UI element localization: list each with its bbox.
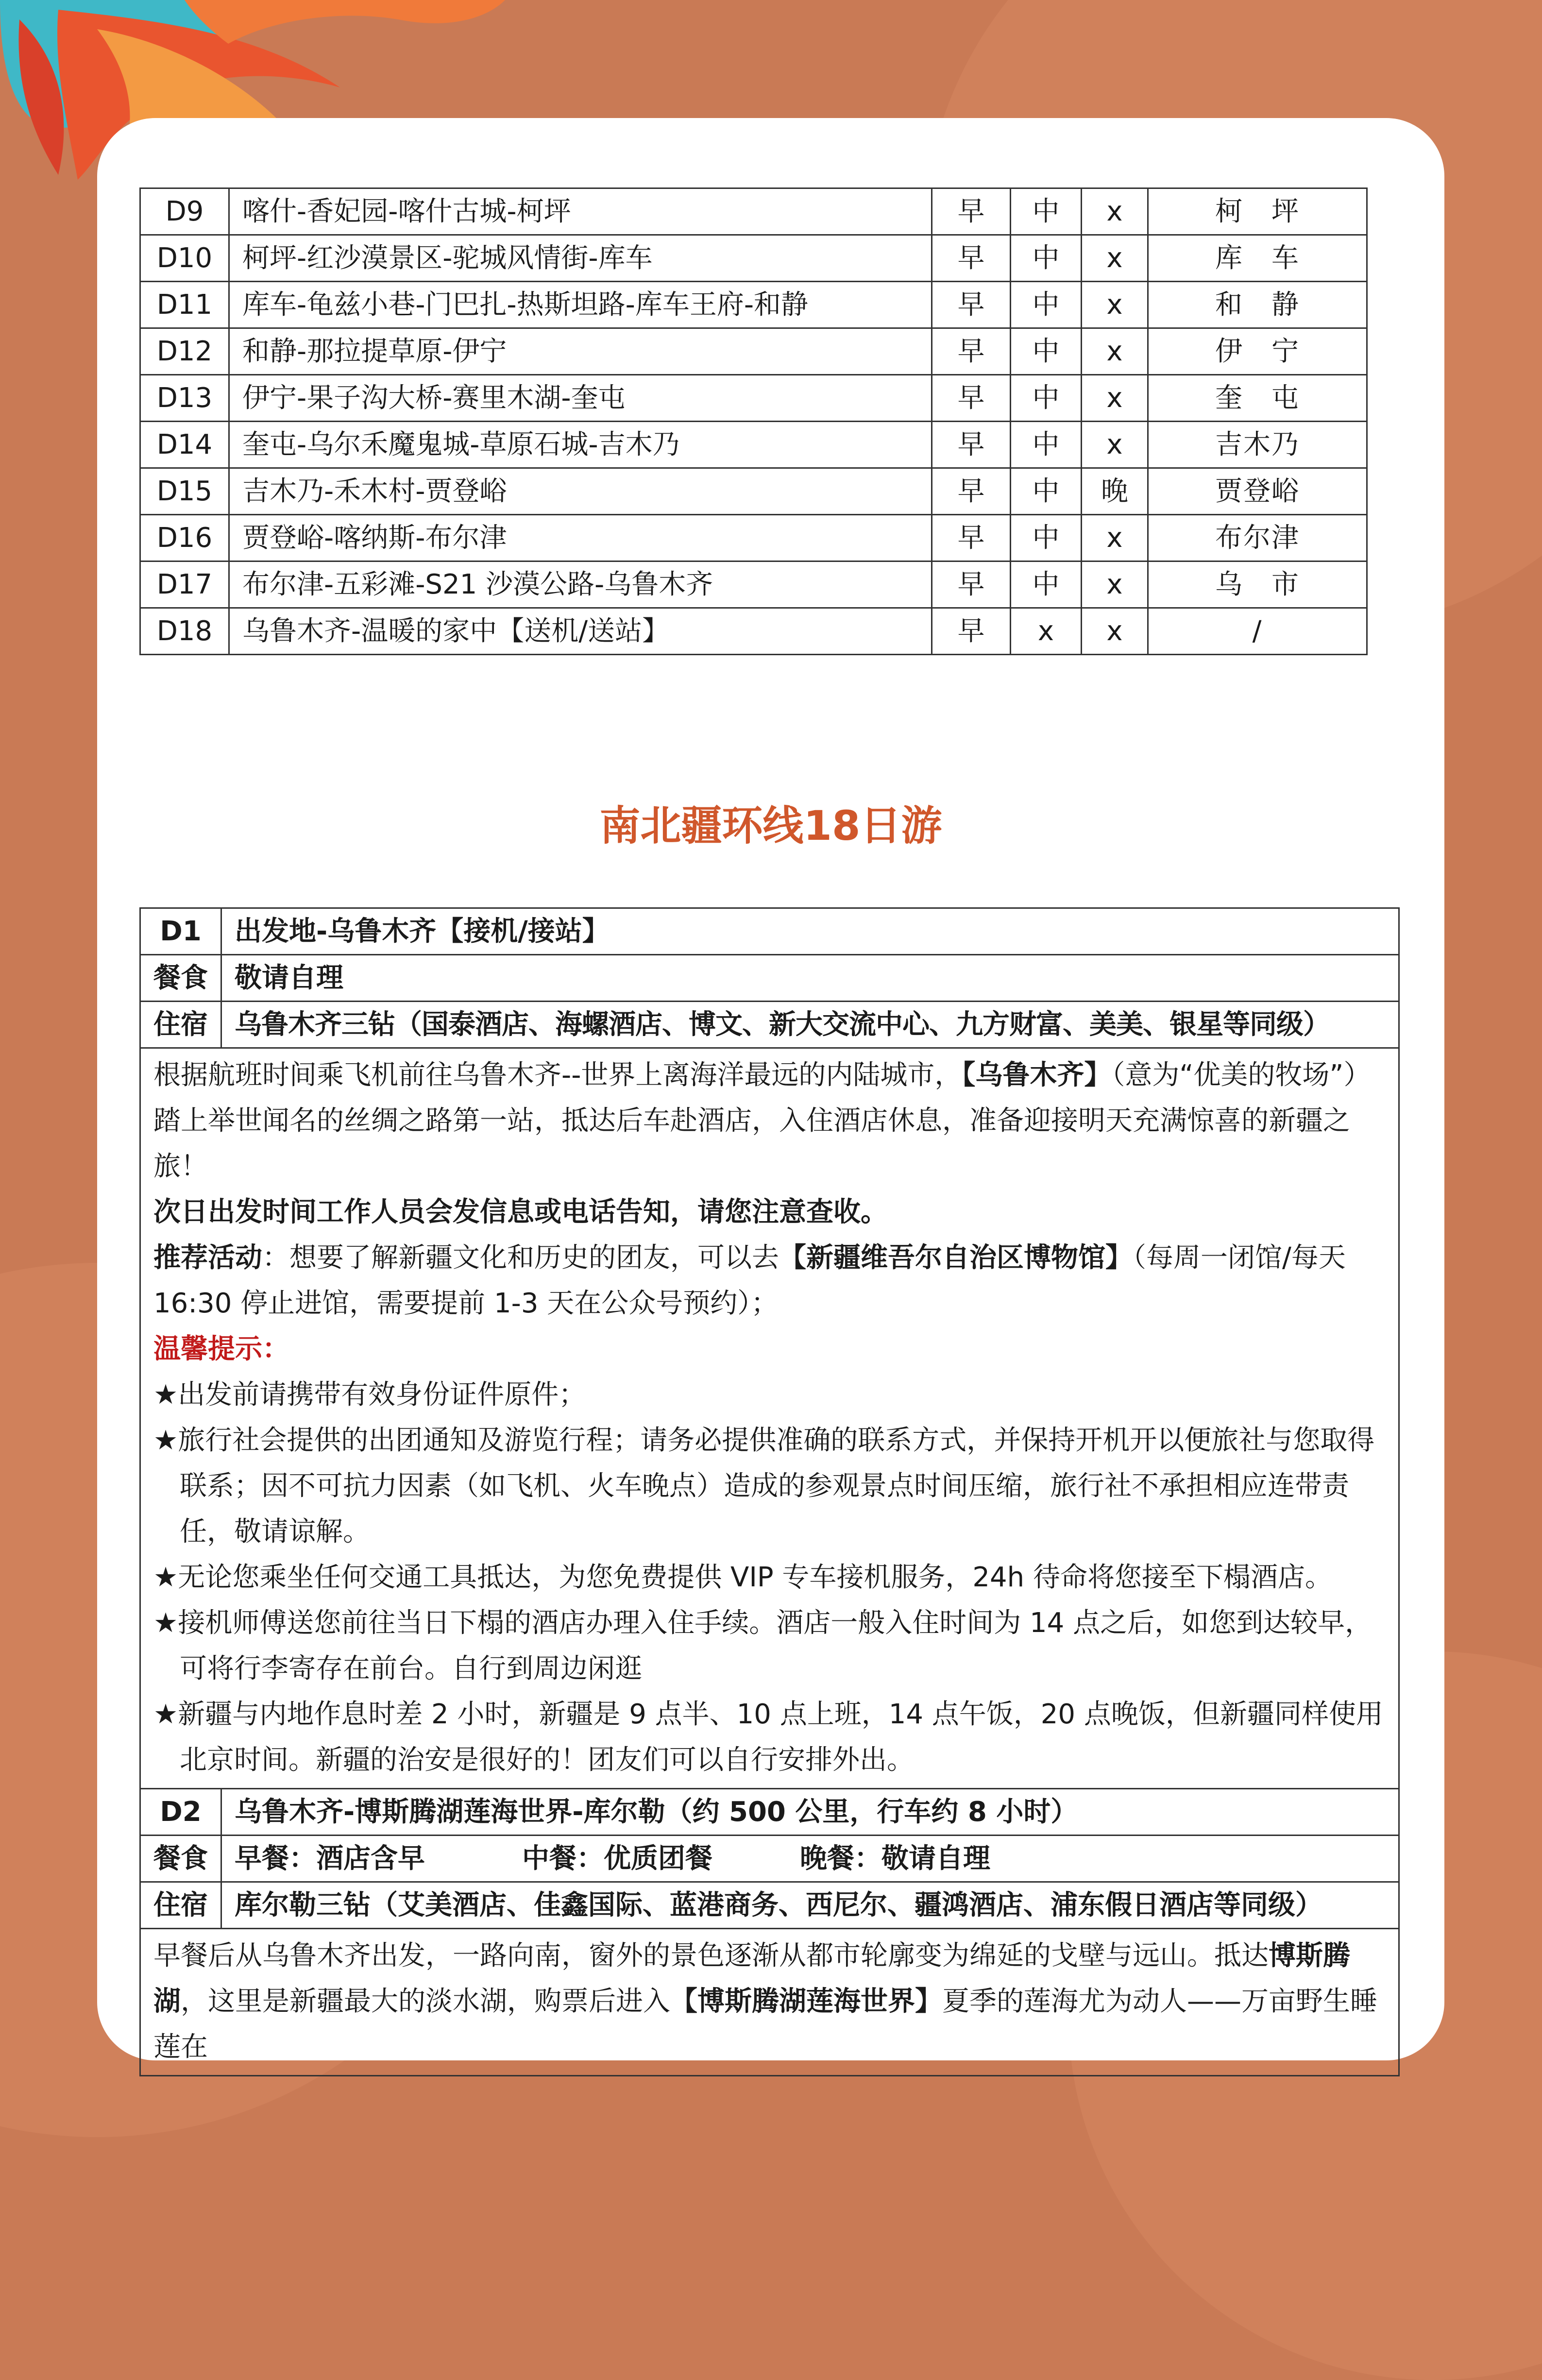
itinerary-breakfast: 早 [932,468,1011,515]
itinerary-row [140,235,1367,282]
meal-label: 餐食 [140,955,221,1002]
day-route: 出发地-乌鲁木齐【接机/接站】 [221,908,1399,955]
itinerary-day: D10 [140,235,229,282]
itinerary-route: 和静-那拉提草原-伊宁 [229,328,932,375]
day-label: D1 [140,908,221,955]
itinerary-dinner: x [1082,608,1148,655]
itinerary-hotel: 吉木乃 [1148,422,1367,468]
page-title: 南北疆环线18日游 [599,802,942,850]
hotel-value: 库尔勒三钻（艾美酒店、佳鑫国际、蓝港商务、西尼尔、疆鸿酒店、浦东假日酒店等同级） [221,1882,1399,1929]
recommend-paragraph: 推荐活动：想要了解新疆文化和历史的团友，可以去【新疆维吾尔自治区博物馆】（每周一闭馆/每天 16:30 停止进馆，需要提前 1-3 天在公众号预约）； [153,1242,1346,1319]
itinerary-lunch: 中 [1011,235,1082,282]
hotel-label: 住宿 [140,1002,221,1048]
itinerary-hotel: 乌 市 [1148,561,1367,608]
itinerary-dinner: x [1082,235,1148,282]
itinerary-lunch: 中 [1011,422,1082,468]
itinerary-route: 贾登峪-喀纳斯-布尔津 [229,515,932,561]
itinerary-row [140,282,1367,328]
notice-paragraph: 次日出发时间工作人员会发信息或电话告知，请您注意查收。 [153,1196,888,1228]
itinerary-lunch: 中 [1011,328,1082,375]
itinerary-row [140,468,1367,515]
itinerary-breakfast: 早 [932,422,1011,468]
itinerary-lunch: 中 [1011,375,1082,422]
hotel-label: 住宿 [140,1882,221,1929]
tip-item: ★接机师傅送您前往当日下榻的酒店办理入住手续。酒店一般入住时间为 14 点之后，如您到达较早，可将行李寄存在前台。自行到周边闲逛 [153,1607,1373,1684]
day-detail-table [139,907,1400,2076]
tip-item: ★旅行社会提供的出团通知及游览行程；请务必提供准确的联系方式，并保持开机开以便旅社与您取得联系；因不可抗力因素（如飞机、火车晚点）造成的参观景点时间压缩，旅行社不承担相应连带责任，敬请谅解。 [153,1425,1375,1547]
itinerary-day: D14 [140,422,229,468]
itinerary-breakfast: 早 [932,515,1011,561]
day-route: 乌鲁木齐-博斯腾湖莲海世界-库尔勒（约 500 公里，行车约 8 小时） [221,1789,1399,1836]
itinerary-dinner: x [1082,422,1148,468]
itinerary-route: 柯坪-红沙漠景区-驼城风情街-库车 [229,235,932,282]
tip-item: ★无论您乘坐任何交通工具抵达，为您免费提供 VIP 专车接机服务，24h 待命将您接至下榻酒店。 [153,1562,1332,1593]
itinerary-breakfast: 早 [932,188,1011,235]
meal-label: 餐食 [140,1836,221,1882]
itinerary-breakfast: 早 [932,561,1011,608]
itinerary-row [140,375,1367,422]
itinerary-day: D16 [140,515,229,561]
itinerary-lunch: x [1011,608,1082,655]
itinerary-row [140,328,1367,375]
itinerary-dinner: x [1082,328,1148,375]
itinerary-day: D15 [140,468,229,515]
itinerary-hotel: 柯 坪 [1148,188,1367,235]
itinerary-hotel: / [1148,608,1367,655]
itinerary-dinner: x [1082,188,1148,235]
itinerary-row [140,422,1367,468]
hotel-value: 乌鲁木齐三钻（国泰酒店、海螺酒店、博文、新大交流中心、九方财富、美美、银星等同级） [221,1002,1399,1048]
itinerary-dinner: 晚 [1082,468,1148,515]
itinerary-lunch: 中 [1011,282,1082,328]
itinerary-row [140,188,1367,235]
meal-value: 敬请自理 [221,955,1399,1002]
itinerary-breakfast: 早 [932,235,1011,282]
itinerary-day: D9 [140,188,229,235]
itinerary-row [140,608,1367,655]
itinerary-hotel: 贾登峪 [1148,468,1367,515]
itinerary-day: D17 [140,561,229,608]
itinerary-dinner: x [1082,561,1148,608]
day-label: D2 [140,1789,221,1836]
tip-item: ★新疆与内地作息时差 2 小时，新疆是 9 点半、10 点上班，14 点午饭，20 点晚饭，但新疆同样使用北京时间。新疆的治安是很好的！团友们可以自行安排外出。 [153,1699,1383,1776]
itinerary-breakfast: 早 [932,328,1011,375]
itinerary-dinner: x [1082,515,1148,561]
itinerary-day: D12 [140,328,229,375]
tip-item: ★出发前请携带有效身份证件原件； [153,1379,586,1411]
itinerary-hotel: 布尔津 [1148,515,1367,561]
itinerary-route: 奎屯-乌尔禾魔鬼城-草原石城-吉木乃 [229,422,932,468]
description-paragraph: 根据航班时间乘飞机前往乌鲁木齐--世界上离海洋最远的内陆城市，【乌鲁木齐】（意为“优美的牧场”）踏上举世闻名的丝绸之路第一站，抵达后车赴酒店，入住酒店休息，准备迎接明天充满惊喜的新疆之旅！ [153,1059,1371,1182]
itinerary-route: 乌鲁木齐-温暖的家中【送机/送站】 [229,608,932,655]
itinerary-lunch: 中 [1011,515,1082,561]
itinerary-route: 吉木乃-禾木村-贾登峪 [229,468,932,515]
meal-value: 早餐：酒店含早 中餐：优质团餐 晚餐：敬请自理 [221,1836,1399,1882]
itinerary-breakfast: 早 [932,375,1011,422]
itinerary-hotel: 奎 屯 [1148,375,1367,422]
itinerary-hotel: 库 车 [1148,235,1367,282]
itinerary-breakfast: 早 [932,608,1011,655]
itinerary-lunch: 中 [1011,468,1082,515]
itinerary-hotel: 伊 宁 [1148,328,1367,375]
itinerary-hotel: 和 静 [1148,282,1367,328]
itinerary-dinner: x [1082,375,1148,422]
itinerary-route: 喀什-香妃园-喀什古城-柯坪 [229,188,932,235]
itinerary-route: 库车-龟兹小巷-门巴扎-热斯坦路-库车王府-和静 [229,282,932,328]
itinerary-day: D13 [140,375,229,422]
tips-title: 温馨提示： [153,1333,289,1365]
itinerary-day: D18 [140,608,229,655]
itinerary-route: 布尔津-五彩滩-S21 沙漠公路-乌鲁木齐 [229,561,932,608]
itinerary-breakfast: 早 [932,282,1011,328]
day-description [140,1929,1399,2076]
itinerary-dinner: x [1082,282,1148,328]
itinerary-lunch: 中 [1011,561,1082,608]
itinerary-route: 伊宁-果子沟大桥-赛里木湖-奎屯 [229,375,932,422]
itinerary-row [140,515,1367,561]
description-paragraph: 早餐后从乌鲁木齐出发，一路向南，窗外的景色逐渐从都市轮廓变为绵延的戈壁与远山。抵达博斯腾湖，这里是新疆最大的淡水湖，购票后进入【博斯腾湖莲海世界】夏季的莲海尤为动人——万亩野生睡莲在 [153,1940,1377,2063]
itinerary-day: D11 [140,282,229,328]
itinerary-row [140,561,1367,608]
itinerary-lunch: 中 [1011,188,1082,235]
day-description [140,1048,1399,1789]
itinerary-table [139,187,1368,655]
